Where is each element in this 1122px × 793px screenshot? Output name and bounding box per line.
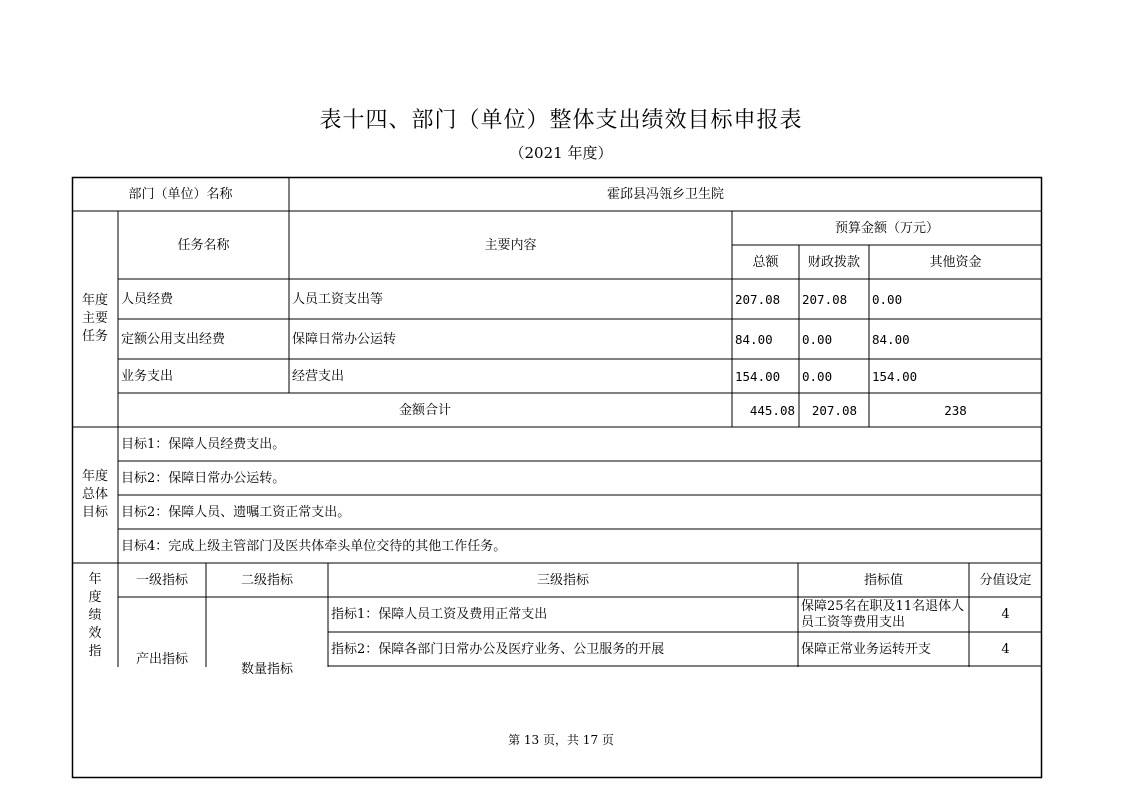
task-fiscal: 207.08 (802, 291, 848, 307)
indicator-value: 保障正常业务运转开支 (801, 641, 932, 657)
indicator-value: 保障25名在职及11名退体人员工资等费用支出 (801, 598, 965, 630)
goal-item: 目标2：保障日常办公运转。 (121, 470, 286, 486)
goal-item: 目标2：保障人员、遗嘱工资正常支出。 (121, 504, 351, 520)
indicator-score: 4 (1001, 641, 1010, 657)
task-other: 0.00 (872, 291, 903, 307)
unit-label: 部门（单位）名称 (128, 186, 233, 202)
task-name: 业务支出 (121, 368, 174, 384)
task-name: 人员经费 (121, 291, 174, 307)
unit-name: 霍邱县冯瓴乡卫生院 (606, 186, 724, 202)
goals-section-label: 年度总体目标 (81, 469, 108, 520)
task-name: 定额公用支出经费 (121, 331, 226, 347)
task-content: 经营支出 (292, 368, 345, 384)
level3-header: 三级指标 (536, 572, 589, 588)
page-title: 表十四、部门（单位）整体支出绩效目标申报表 (319, 108, 803, 133)
sum-label: 金额合计 (398, 402, 451, 418)
task-other: 154.00 (872, 368, 918, 384)
score-header: 分值设定 (979, 572, 1032, 588)
budget-header: 预算金额（万元） (834, 220, 939, 236)
task-fiscal: 0.00 (802, 368, 833, 384)
fiscal-header: 财政拨款 (807, 254, 860, 270)
task-total: 84.00 (735, 331, 773, 347)
year-subtitle: （2021 年度） (509, 144, 613, 162)
task-total: 207.08 (735, 291, 781, 307)
task-total: 154.00 (735, 368, 781, 384)
goal-item: 目标4：完成上级主管部门及医共体牵头单位交待的其他工作任务。 (121, 538, 507, 554)
level1-output-indicator: 产出指标 (135, 651, 188, 667)
level2-header: 二级指标 (240, 572, 293, 588)
sum-fiscal: 207.08 (811, 402, 857, 418)
performance-table (72, 177, 1042, 677)
sum-total: 445.08 (749, 402, 795, 418)
level3-indicator: 指标1：保障人员工资及费用正常支出 (331, 607, 548, 622)
tasks-section-label: 年度主要任务 (81, 293, 108, 344)
task-fiscal: 0.00 (802, 331, 833, 347)
page-number: 第 13 页，共 17 页 (508, 733, 614, 747)
task-content-header: 主要内容 (484, 237, 537, 253)
indicator-score: 4 (1001, 607, 1010, 622)
other-funds-header: 其他资金 (929, 254, 982, 270)
level3-indicator: 指标2：保障各部门日常办公及医疗业务、公卫服务的开展 (331, 641, 665, 657)
task-content: 人员工资支出等 (292, 291, 384, 307)
indicators-section-label: 年度绩效指 (88, 572, 102, 659)
task-name-header: 任务名称 (177, 237, 230, 253)
task-content: 保障日常办公运转 (292, 331, 397, 347)
sum-other: 238 (944, 402, 967, 418)
task-other: 84.00 (872, 331, 910, 347)
value-header: 指标值 (863, 572, 903, 588)
goal-item: 目标1：保障人员经费支出。 (121, 436, 286, 452)
level1-header: 一级指标 (135, 572, 188, 588)
level2-quantity-indicator: 数量指标 (240, 661, 293, 677)
total-header: 总额 (752, 254, 779, 270)
